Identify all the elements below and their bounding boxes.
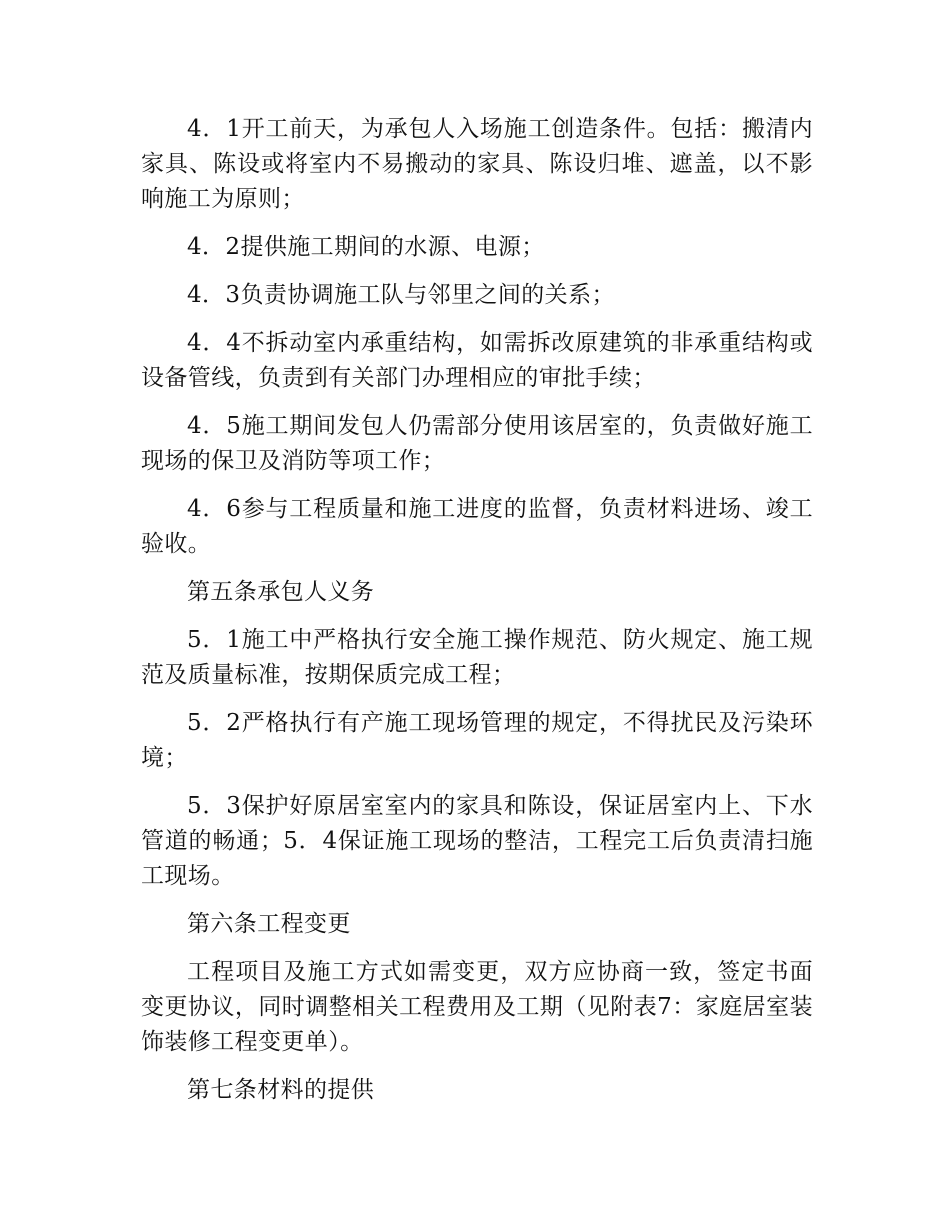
paragraph-4-6: 4．6参与工程质量和施工进度的监督，负责材料进场、竣工验收。 <box>141 496 813 557</box>
paragraph-4-5: 4．5施工期间发包人仍需部分使用该居室的，负责做好施工现场的保卫及消防等项工作； <box>141 413 813 474</box>
paragraph-5-3: 5．3保护好原居室室内的家具和陈设，保证居室内上、下水管道的畅通；5．4保证施工现场的整洁，工程完工后负责清扫施工现场。 <box>141 793 813 889</box>
section-heading-article-5: 第五条承包人义务 <box>187 579 375 605</box>
paragraph-4-1: 4．1开工前天，为承包人入场施工创造条件。包括：搬清内家具、陈设或将室内不易搬动的家具、陈设归堆、遮盖，以不影响施工为原则； <box>141 116 813 212</box>
paragraph-4-2: 4．2提供施工期间的水源、电源； <box>187 234 545 260</box>
paragraph-5-2: 5．2严格执行有产施工现场管理的规定，不得扰民及污染环境； <box>141 710 813 771</box>
section-heading-article-6: 第六条工程变更 <box>187 911 351 937</box>
section-heading-article-7: 第七条材料的提供 <box>187 1077 375 1103</box>
paragraph-4-3: 4．3负责协调施工队与邻里之间的关系； <box>187 282 615 308</box>
paragraph-4-4: 4．4不拆动室内承重结构，如需拆改原建筑的非承重结构或设备管线，负责到有关部门办理相应的审批手续； <box>141 330 813 391</box>
paragraph-5-1: 5．1施工中严格执行安全施工操作规范、防火规定、施工规范及质量标准，按期保质完成工程； <box>141 627 813 688</box>
document-body <box>141 112 813 1121</box>
paragraph-engineering-change: 工程项目及施工方式如需变更，双方应协商一致，签定书面变更协议，同时调整相关工程费用及工期（见附表7：家庭居室装饰装修工程变更单）。 <box>141 959 813 1055</box>
